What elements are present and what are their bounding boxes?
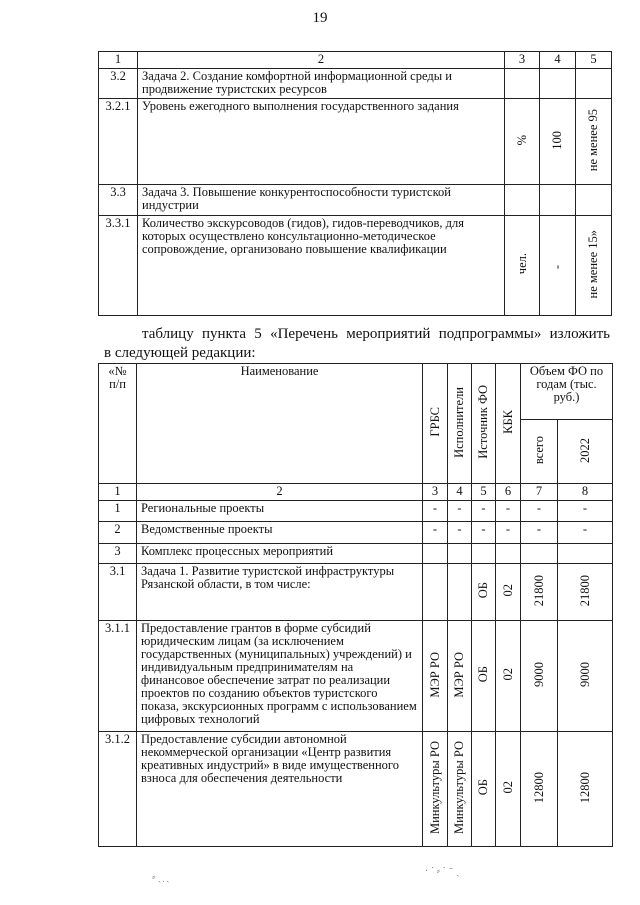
row-total: 12800: [521, 732, 558, 847]
table-header-row: [99, 364, 613, 420]
row-source: ОБ: [472, 564, 496, 621]
row-grbs: -: [423, 501, 448, 522]
header-year: 2022: [558, 420, 613, 484]
column-number: 2: [138, 52, 505, 69]
row-kbk: 02: [496, 732, 521, 847]
header-volume: Объем ФО по годам (тыс. руб.): [521, 364, 613, 420]
row-target: не менее 15»: [576, 216, 612, 316]
row-name: Предоставление грантов в форме субсидий юридическим лицам (за исключением государственных (муниципальных) учреждений) и индивидуальным предпринимателям на финансовое обеспечение затрат по реализации проектов по созданию объектов туристского показа, экскурсионных программ с использованием цифровых технологий: [137, 621, 423, 732]
row-base: [540, 185, 576, 216]
column-number: 8: [558, 484, 613, 501]
row-kbk: 02: [496, 564, 521, 621]
header-number: «№ п/п: [99, 364, 137, 484]
row-base: 100: [540, 99, 576, 185]
table-row: [99, 732, 613, 847]
table-row: [99, 501, 613, 522]
paragraph-line-1: таблицу пункта 5 «Перечень мероприятий подпрограммы» изложить: [142, 326, 610, 342]
row-name: Комплекс процессных мероприятий: [137, 544, 423, 564]
column-number: 3: [423, 484, 448, 501]
measures-table: [98, 363, 613, 847]
column-number: 7: [521, 484, 558, 501]
row-year: [558, 544, 613, 564]
scan-mark: · ˙ ⸗ ˙ ⁻ ˎ: [425, 866, 460, 877]
row-executor: Минкультуры РО: [448, 732, 472, 847]
table-header-row: [99, 52, 612, 69]
row-source: ОБ: [472, 621, 496, 732]
row-unit: чел.: [505, 216, 540, 316]
column-number: 5: [576, 52, 612, 69]
row-grbs: Минкультуры РО: [423, 732, 448, 847]
row-name: Ведомственные проекты: [137, 522, 423, 544]
row-kbk: -: [496, 522, 521, 544]
instruction-paragraph: [104, 325, 610, 363]
row-year: -: [558, 522, 613, 544]
row-grbs: МЭР РО: [423, 621, 448, 732]
indicators-table: [98, 51, 612, 316]
header-source: Источник ФО: [472, 364, 496, 484]
row-number: 3: [99, 544, 137, 564]
row-number: 3.2.1: [99, 99, 138, 185]
header-total: всего: [521, 420, 558, 484]
column-number: 5: [472, 484, 496, 501]
header-name: Наименование: [137, 364, 423, 484]
row-number: 3.2: [99, 69, 138, 99]
header-kbk: КБК: [496, 364, 521, 484]
row-number: 3.3: [99, 185, 138, 216]
column-number: 4: [448, 484, 472, 501]
scan-mark: ⸗ ˎ ̣ ˏ: [152, 872, 170, 883]
row-name: Задача 1. Развитие туристской инфраструктуры Рязанской области, в том числе:: [137, 564, 423, 621]
column-number: 1: [99, 484, 137, 501]
row-source: [472, 544, 496, 564]
row-number: 1: [99, 501, 137, 522]
row-target: [576, 69, 612, 99]
row-number: 2: [99, 522, 137, 544]
row-executor: [448, 564, 472, 621]
row-grbs: -: [423, 522, 448, 544]
table-row: [99, 185, 612, 216]
row-number: 3.1: [99, 564, 137, 621]
row-year: 21800: [558, 564, 613, 621]
row-executor: [448, 544, 472, 564]
row-unit: [505, 185, 540, 216]
table-row: [99, 564, 613, 621]
table-row: [99, 69, 612, 99]
header-grbs: ГРБС: [423, 364, 448, 484]
column-number: 6: [496, 484, 521, 501]
row-target: не менее 95: [576, 99, 612, 185]
row-kbk: [496, 544, 521, 564]
row-number: 3.1.2: [99, 732, 137, 847]
row-grbs: [423, 564, 448, 621]
row-source: ОБ: [472, 732, 496, 847]
header-executors: Исполнители: [448, 364, 472, 484]
row-executor: -: [448, 522, 472, 544]
page-number: 19: [312, 10, 328, 26]
row-target: [576, 185, 612, 216]
column-number: 4: [540, 52, 576, 69]
table-row: [99, 621, 613, 732]
row-source: -: [472, 522, 496, 544]
row-source: -: [472, 501, 496, 522]
row-base: -: [540, 216, 576, 316]
row-executor: МЭР РО: [448, 621, 472, 732]
row-number: 3.3.1: [99, 216, 138, 316]
row-total: 9000: [521, 621, 558, 732]
row-year: 12800: [558, 732, 613, 847]
row-name: Предоставление субсидии автономной некоммерческой организации «Центр развития креативных индустрий» в виде имущественного взноса для обеспечения деятельности: [137, 732, 423, 847]
row-total: -: [521, 522, 558, 544]
row-year: 9000: [558, 621, 613, 732]
row-year: -: [558, 501, 613, 522]
row-total: -: [521, 501, 558, 522]
table-row: [99, 216, 612, 316]
column-number: 2: [137, 484, 423, 501]
row-base: [540, 69, 576, 99]
row-name: Задача 3. Повышение конкурентоспособности туристской индустрии: [138, 185, 505, 216]
row-name: Количество экскурсоводов (гидов), гидов-переводчиков, для которых осуществлено консультационно-методическое сопровождение, организовано повышение квалификации: [138, 216, 505, 316]
row-number: 3.1.1: [99, 621, 137, 732]
row-name: Уровень ежегодного выполнения государственного задания: [138, 99, 505, 185]
row-kbk: 02: [496, 621, 521, 732]
table-row: [99, 99, 612, 185]
table-header-row: [99, 484, 613, 501]
row-executor: -: [448, 501, 472, 522]
table-row: [99, 544, 613, 564]
row-kbk: -: [496, 501, 521, 522]
row-total: 21800: [521, 564, 558, 621]
row-unit: [505, 69, 540, 99]
table-row: [99, 522, 613, 544]
row-name: Региональные проекты: [137, 501, 423, 522]
row-total: [521, 544, 558, 564]
column-number: 1: [99, 52, 138, 69]
row-name: Задача 2. Создание комфортной информационной среды и продвижение туристских ресурсов: [138, 69, 505, 99]
row-grbs: [423, 544, 448, 564]
row-unit: %: [505, 99, 540, 185]
paragraph-line-2: в следующей редакции:: [104, 345, 256, 361]
column-number: 3: [505, 52, 540, 69]
